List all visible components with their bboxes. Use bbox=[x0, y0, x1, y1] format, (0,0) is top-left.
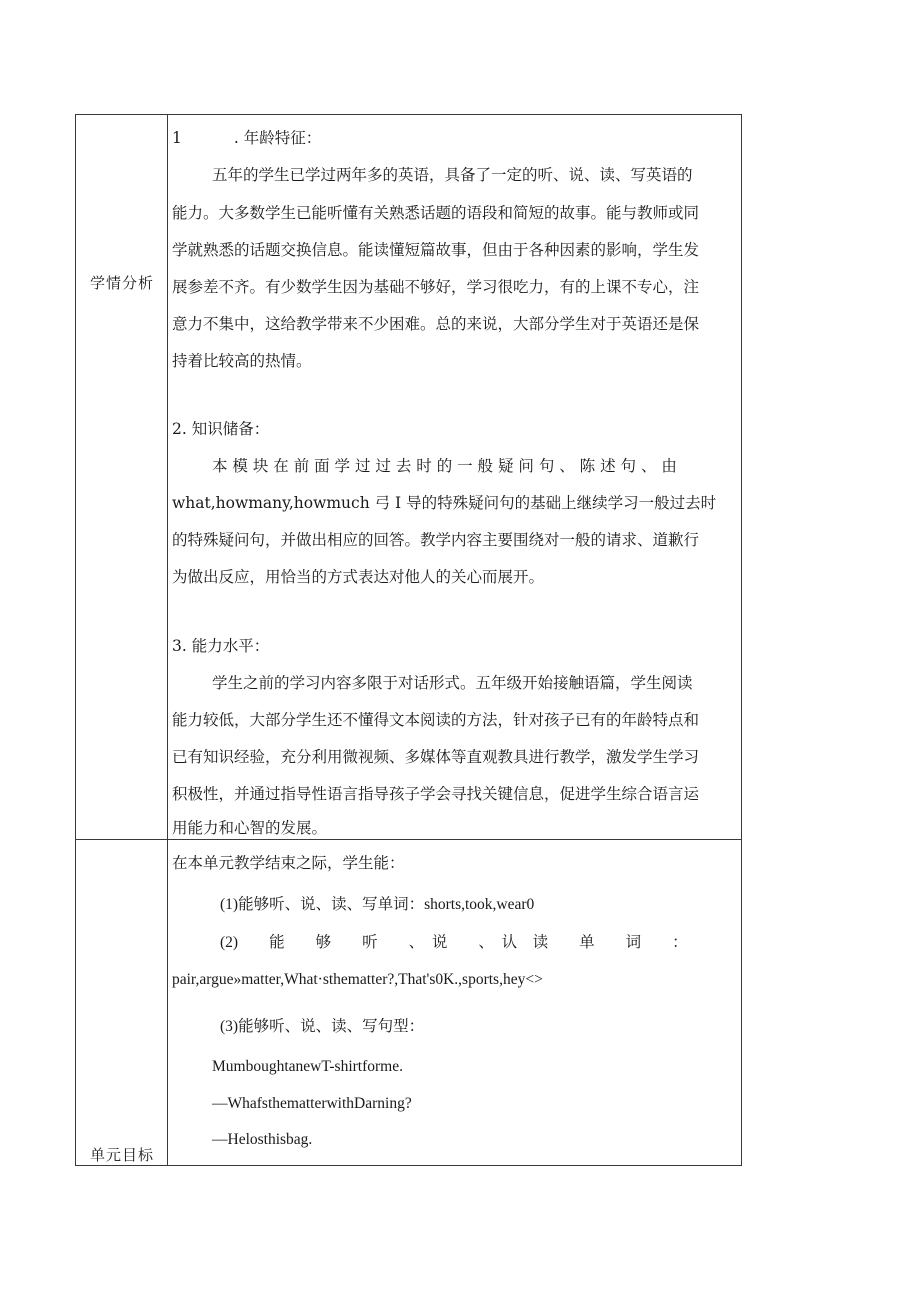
unit-goals-label: 单元目标 bbox=[89, 1146, 154, 1164]
sentence-3: —Helosthisbag. bbox=[212, 1131, 313, 1148]
goals-intro: 在本单元教学结束之际，学生能： bbox=[172, 854, 405, 872]
sentence-2: —WhafsthematterwithDarning? bbox=[212, 1095, 412, 1112]
ability-line-3: 已有知识经验，充分利用微视频、多媒体等直观教具进行教学，激发学生学习 bbox=[172, 748, 700, 766]
goal-1: (1)能够听、说、读、写单词：shorts,took,wear0 bbox=[220, 896, 535, 913]
goal-2-line-2: pair,argue»matter,What·sthematter?,That's0K.,sports,hey<> bbox=[172, 971, 543, 988]
age-line-1: 五年的学生已学过两年多的英语，具备了一定的听、说、读、写英语的 bbox=[212, 166, 693, 184]
unit-goals-row bbox=[76, 839, 741, 1166]
learner-analysis-content bbox=[168, 115, 741, 839]
goal-3: (3)能够听、说、读、写句型： bbox=[220, 1018, 425, 1035]
age-line-5: 意力不集中，这给教学带来不少困难。总的来说，大部分学生对于英语还是保 bbox=[172, 315, 700, 333]
ability-line-4: 积极性，并通过指导性语言指导孩子学会寻找关键信息，促进学生综合语言运 bbox=[172, 785, 700, 803]
learner-analysis-label: 学情分析 bbox=[89, 274, 154, 292]
ability-heading: 3. 能力水平： bbox=[172, 637, 270, 655]
age-line-6: 持着比较高的热情。 bbox=[172, 352, 312, 370]
unit-goals-content bbox=[168, 839, 741, 1166]
goal-2-line-1: (2) 能 够 听 、 说 、 认 读 单 词 ： bbox=[220, 934, 688, 951]
knowledge-line-3: 的特殊疑问句，并做出相应的回答。教学内容主要围绕对一般的请求、道歉行 bbox=[172, 531, 700, 549]
sentence-1: MumboughtanewT-shirtforme. bbox=[212, 1058, 403, 1075]
ability-line-1: 学生之前的学习内容多限于对话形式。五年级开始接触语篇，学生阅读 bbox=[212, 674, 693, 692]
age-line-3: 学就熟悉的话题交换信息。能读懂短篇故事，但由于各种因素的影响，学生发 bbox=[172, 241, 700, 259]
knowledge-line-4: 为做出反应，用恰当的方式表达对他人的关心而展开。 bbox=[172, 568, 545, 586]
age-line-4: 展参差不齐。有少数学生因为基础不够好，学习很吃力，有的上课不专心，注 bbox=[172, 278, 700, 296]
age-heading-text: . 年龄特征： bbox=[233, 129, 322, 147]
learner-analysis-row bbox=[76, 115, 741, 840]
knowledge-heading: 2. 知识储备： bbox=[172, 420, 270, 438]
age-heading-number: 1 bbox=[172, 129, 182, 147]
knowledge-line-1: 本 模 块 在 前 面 学 过 过 去 时 的 一 般 疑 问 句 、 陈 述 句 、 由 bbox=[212, 457, 677, 475]
ability-line-2: 能力较低，大部分学生还不懂得文本阅读的方法，针对孩子已有的年龄特点和 bbox=[172, 711, 700, 729]
ability-line-5: 用能力和心智的发展。 bbox=[172, 819, 328, 837]
unit-goals-label-cell bbox=[76, 839, 168, 1166]
knowledge-line-2: what,howmany,howmuch 弓 I 导的特殊疑问句的基础上继续学习一般过去时 bbox=[172, 494, 717, 512]
learner-analysis-label-cell bbox=[76, 115, 168, 839]
lesson-plan-table bbox=[75, 114, 742, 1166]
age-heading bbox=[172, 128, 737, 148]
age-line-2: 能力。大多数学生已能听懂有关熟悉话题的语段和简短的故事。能与教师或同 bbox=[172, 204, 700, 222]
